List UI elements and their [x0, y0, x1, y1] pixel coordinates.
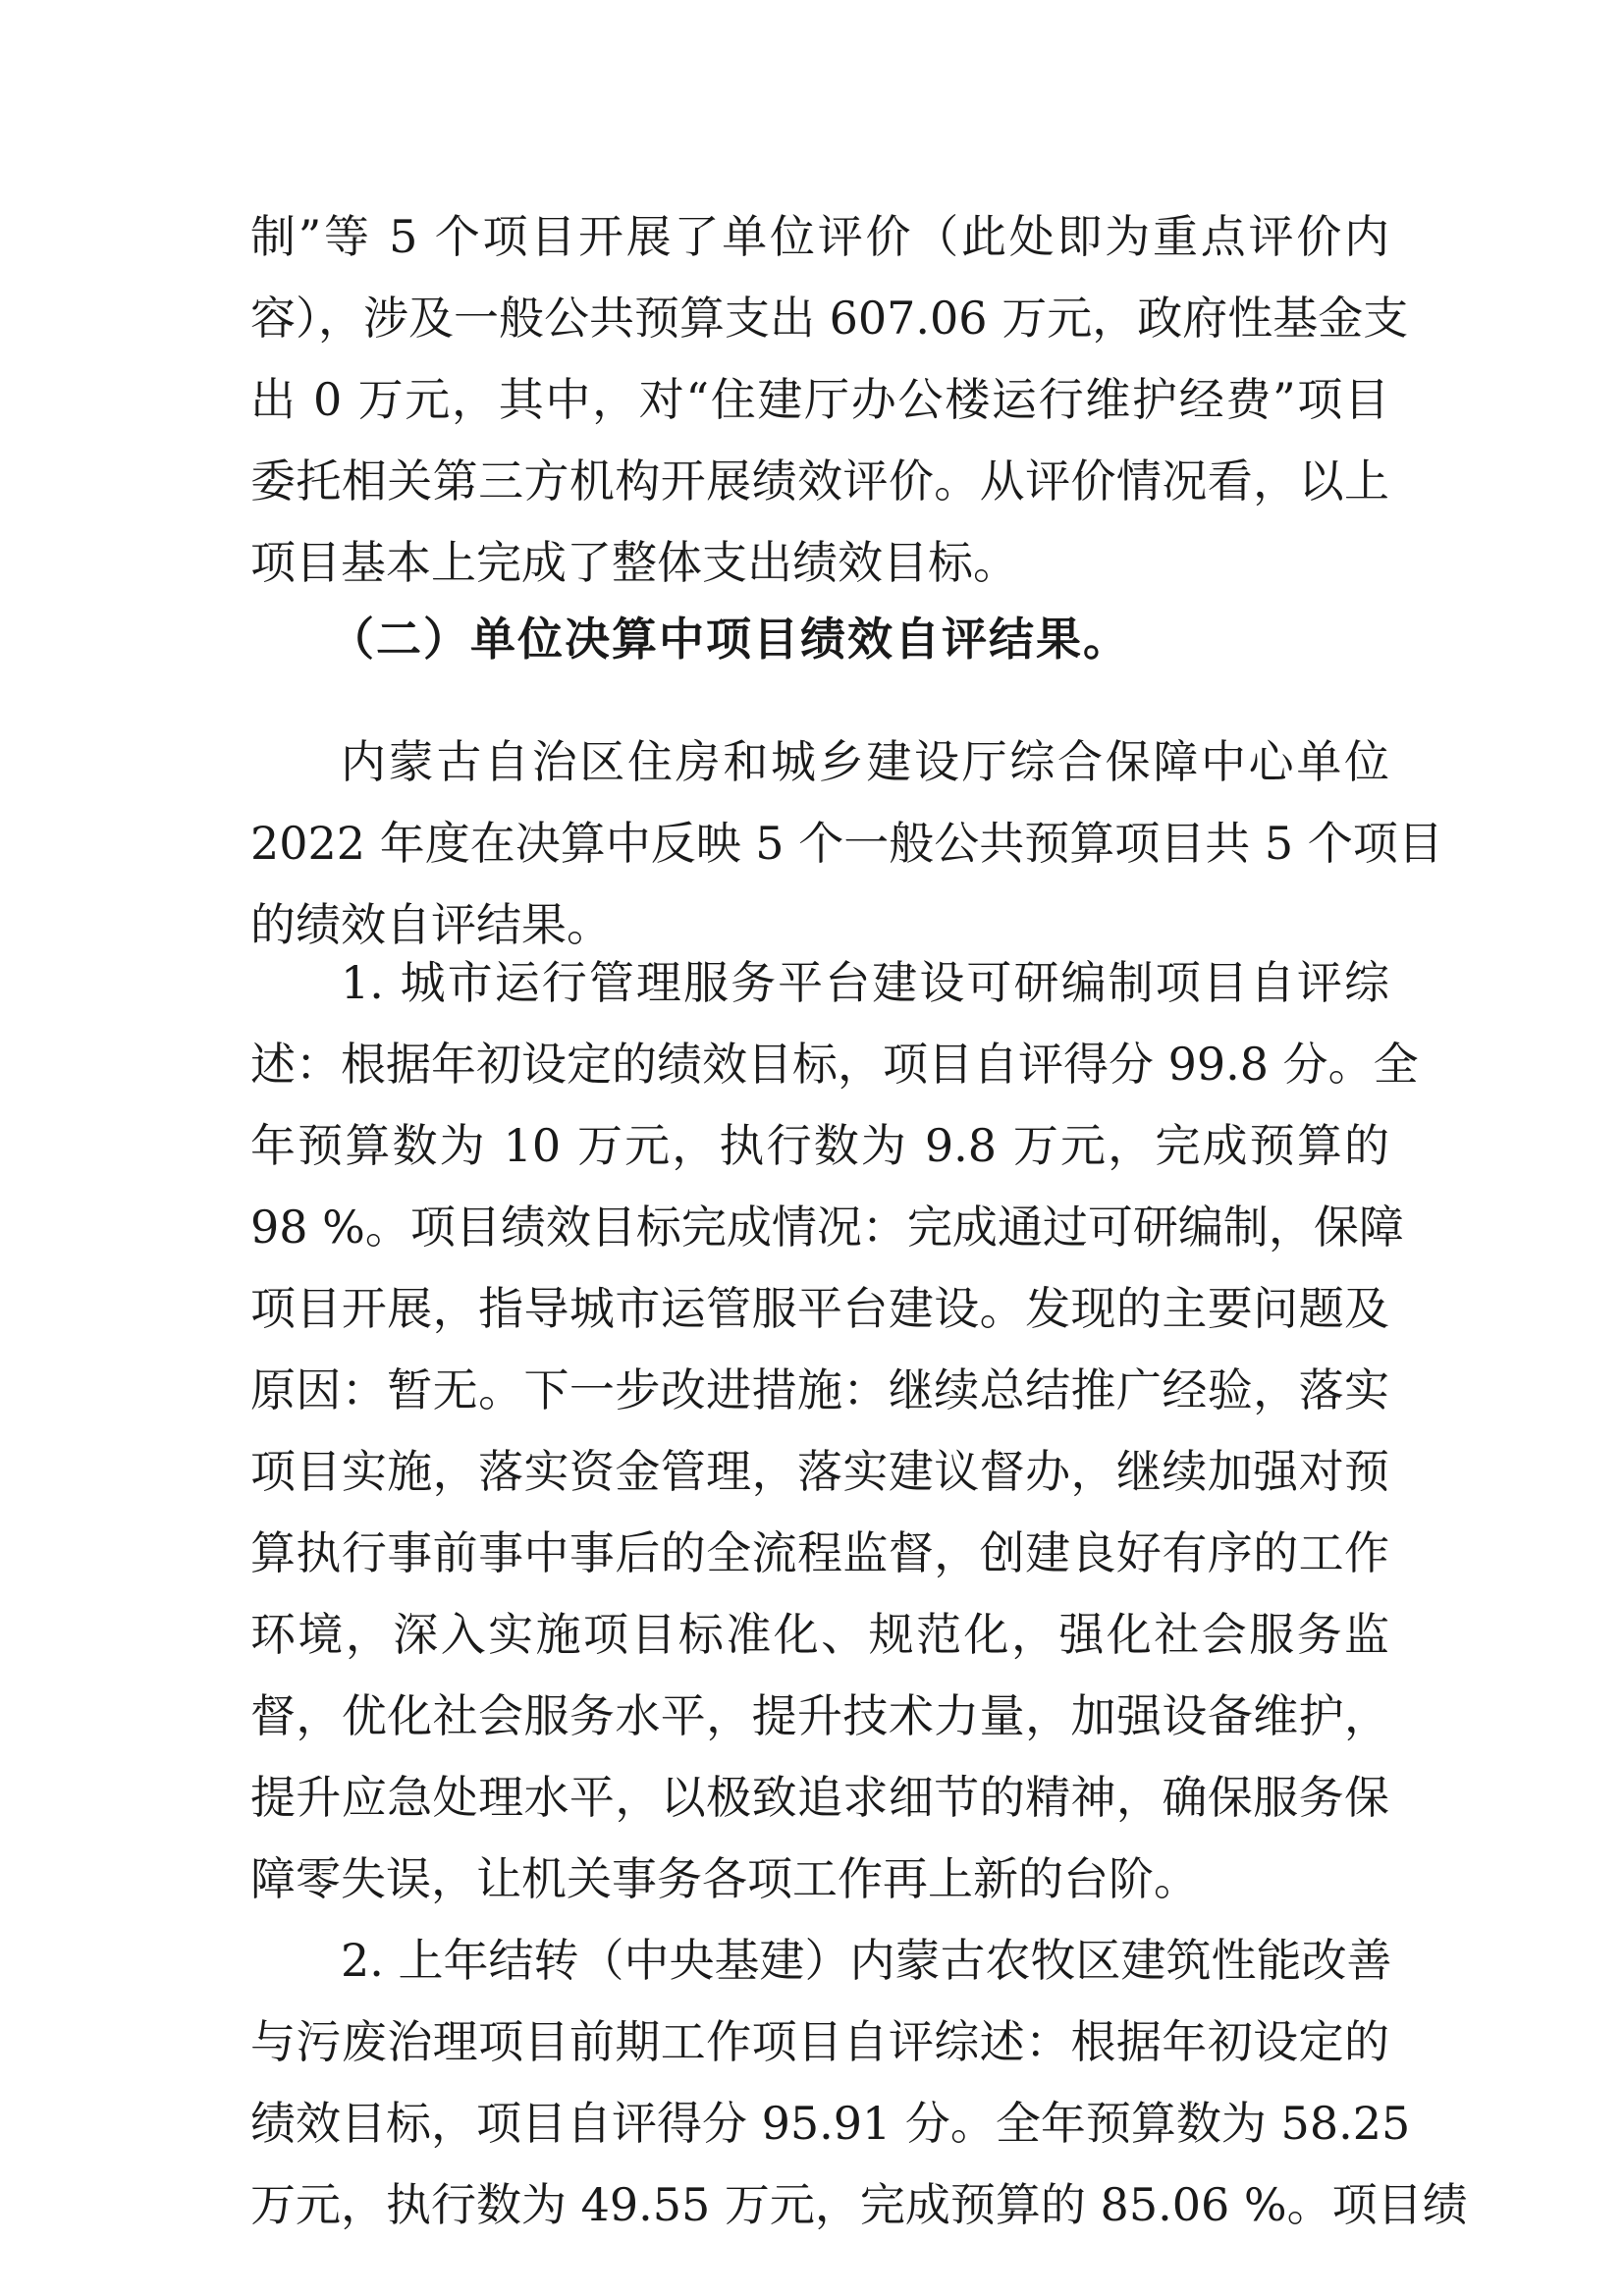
text-line: 年预算数为 10 万元，执行数为 9.8 万元，完成预算的 [250, 1119, 1389, 1172]
text-line: 与污废治理项目前期工作项目自评综述：根据年初设定的 [250, 2015, 1389, 2068]
text-line: 委托相关第三方机构开展绩效评价。从评价情况看，以上 [250, 454, 1389, 507]
text-line: 原因：暂无。下一步改进措施：继续总结推广经验，落实 [250, 1363, 1389, 1416]
text-line: 万元，执行数为 49.55 万元，完成预算的 85.06 %。项目绩 [250, 2178, 1468, 2231]
text-line: 的绩效自评结果。 [250, 898, 612, 951]
section-heading: （二）单位决算中项目绩效自评结果。 [329, 613, 1130, 666]
text-line: 内蒙古自治区住房和城乡建设厅综合保障中心单位 [341, 735, 1389, 788]
text-line: 2. 上年结转（中央基建）内蒙古农牧区建筑性能改善 [341, 1934, 1392, 1987]
text-line: 算执行事前事中事后的全流程监督，创建良好有序的工作 [250, 1526, 1389, 1579]
paragraph-item-2 [250, 1920, 1468, 2246]
text-line: 障零失误，让机关事务各项工作再上新的台阶。 [250, 1852, 1199, 1905]
text-line: 环境，深入实施项目标准化、规范化，强化社会服务监 [250, 1608, 1389, 1661]
text-line: 容），涉及一般公共预算支出 607.06 万元，政府性基金支 [250, 292, 1409, 345]
text-line: 制”等 5 个项目开展了单位评价（此处即为重点评价内 [250, 210, 1389, 263]
text-line: 项目开展，指导城市运管服平台建设。发现的主要问题及 [250, 1282, 1389, 1335]
text-line: 督，优化社会服务水平，提升技术力量，加强设备维护， [250, 1689, 1389, 1742]
paragraph-item-1 [250, 942, 1419, 1920]
text-line: 项目实施，落实资金管理，落实建议督办，继续加强对预 [250, 1445, 1389, 1498]
text-line: 述：根据年初设定的绩效目标，项目自评得分 99.8 分。全 [250, 1038, 1419, 1091]
paragraph-intro-continuation [250, 196, 1409, 604]
text-line: 2022 年度在决算中反映 5 个一般公共预算项目共 5 个项目 [250, 817, 1443, 870]
text-line: 绩效目标，项目自评得分 95.91 分。全年预算数为 58.25 [250, 2097, 1411, 2150]
text-line: 提升应急处理水平，以极致追求细节的精神，确保服务保 [250, 1771, 1389, 1824]
text-line: 1. 城市运行管理服务平台建设可研编制项目自评综 [341, 956, 1389, 1009]
text-line: 项目基本上完成了整体支出绩效目标。 [250, 536, 1018, 589]
text-line: 98 %。项目绩效目标完成情况：完成通过可研编制，保障 [250, 1201, 1404, 1254]
paragraph-summary [250, 721, 1443, 966]
text-line: 出 0 万元，其中，对“住建厅办公楼运行维护经费”项目 [250, 373, 1389, 426]
